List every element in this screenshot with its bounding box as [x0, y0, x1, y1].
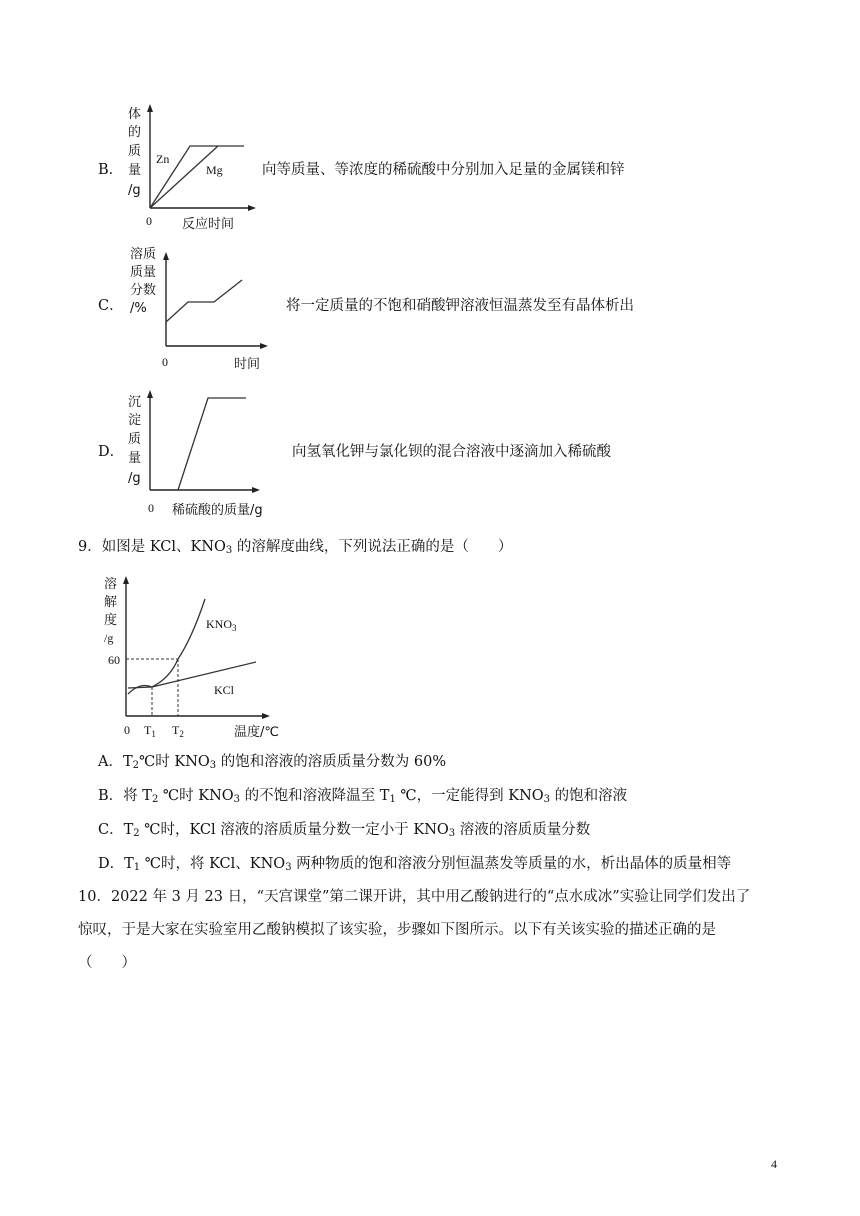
q10-stem-line1: 10．2022 年 3 月 23 日，“天宫课堂”第二课开讲，其中用乙酸钠进行的“点水成冰”实验让同学们发出了	[78, 889, 751, 905]
q9-xlabel: 温度/℃	[234, 725, 279, 740]
option-b-series-mg: Mg	[206, 163, 223, 177]
option-d-xlabel: 稀硫酸的质量/g	[172, 503, 263, 518]
option-c-x-arrow	[260, 343, 268, 349]
option-d-origin: 0	[148, 501, 154, 515]
option-d-x-arrow	[252, 487, 260, 493]
option-b-xlabel: 反应时间	[182, 217, 235, 232]
option-c-text: 将一定质量的不饱和硝酸钾溶液恒温蒸发至有晶体析出	[286, 298, 634, 314]
q9-option-b: B．将 $T_2$ ℃时 $KNO_3$ 的不饱和溶液降温至 $T_1$ ℃，一定能得到 $KNO_3$ 的饱和溶液	[98, 788, 628, 805]
option-b-letter: B．	[98, 162, 124, 178]
q9-option-d: D．$T_1$ ℃时，将 KCl、$KNO_3$ 两种物质的饱和溶液分别恒温蒸发等质量的水，析出晶体的质量相等	[98, 856, 732, 873]
option-d-text: 向氢氧化钾与氯化钡的混合溶液中逐滴加入稀硫酸	[292, 444, 611, 460]
option-c-y-arrow	[163, 252, 169, 260]
option-b-text: 向等质量、等浓度的稀硫酸中分别加入足量的金属镁和锌	[262, 162, 625, 178]
option-b-ylabel-1: 体	[128, 107, 142, 122]
option-d-ylabel-3: 质	[128, 432, 142, 447]
q9-kcl-curve	[128, 662, 256, 688]
q10-stem-line2: 惊叹，于是大家在实验室用乙酸钠模拟了该实验，步骤如下图所示。以下有关该实验的描述正确的是	[78, 922, 716, 938]
q9-solubility-graph	[100, 572, 300, 742]
option-b-y-arrow	[147, 104, 153, 112]
option-d-ylabel-2: 淀	[128, 413, 142, 428]
option-d-curve	[178, 398, 246, 490]
option-d-graph	[122, 384, 282, 520]
option-c-curve	[166, 280, 242, 322]
q9-xtick-t1: $T_1$	[144, 723, 156, 739]
option-c-ylabel-2: 质量	[130, 265, 157, 280]
q9-ytick-60: 60	[108, 653, 120, 667]
option-d-letter: D．	[98, 444, 125, 460]
q10-stem-line3: （ ）	[78, 955, 136, 971]
option-c-ylabel-4: /%	[130, 301, 147, 316]
q9-ylabel-2: 解	[104, 595, 118, 610]
option-c-graph	[124, 240, 274, 372]
q9-option-c: C．$T_2$ ℃时，KCl 溶液的溶质质量分数一定小于 $KNO_3$ 溶液的溶质质量分数	[98, 822, 591, 839]
option-b-ylabel-5: /g	[128, 183, 141, 198]
page-number: 4	[771, 1157, 777, 1171]
q9-y-arrow	[123, 576, 129, 584]
option-c-xlabel: 时间	[234, 357, 261, 372]
option-b-x-arrow	[248, 205, 256, 211]
option-d-ylabel-4: 量	[128, 451, 142, 466]
option-c-ylabel-3: 分数	[130, 283, 157, 298]
q9-stem: 9．如图是 KCl、$KNO_3$ 的溶解度曲线，下列说法正确的是（ ）	[78, 539, 513, 556]
option-c-ylabel-1: 溶质	[130, 247, 157, 262]
option-b-ylabel-2: 的	[128, 125, 142, 140]
q9-ylabel-1: 溶	[104, 577, 118, 592]
option-b-origin: 0	[146, 214, 152, 228]
q9-xtick-t2: $T_2$	[172, 723, 184, 739]
option-b-graph	[120, 100, 260, 232]
q9-ylabel-4: /g	[104, 631, 114, 645]
q9-option-a: A．$T_2℃$时 $KNO_3$ 的饱和溶液的溶质质量分数为 60%	[98, 754, 447, 771]
option-b-series-zn: Zn	[156, 152, 170, 166]
q9-series-kcl: KCl	[214, 683, 235, 697]
option-c-origin: 0	[162, 355, 168, 369]
option-d-ylabel-1: 沉	[128, 395, 142, 410]
option-c-letter: C．	[98, 298, 124, 314]
option-d-y-arrow	[147, 390, 153, 398]
option-b-ylabel-4: 量	[128, 163, 142, 178]
q9-ylabel-3: 度	[104, 613, 118, 628]
q9-series-kno3: $KNO_3$	[206, 617, 237, 633]
q9-kno3-curve	[128, 599, 205, 694]
q9-x-arrow	[262, 713, 270, 719]
option-b-ylabel-3: 质	[128, 144, 142, 159]
q9-origin: 0	[124, 723, 130, 737]
option-d-ylabel-5: /g	[128, 471, 141, 486]
